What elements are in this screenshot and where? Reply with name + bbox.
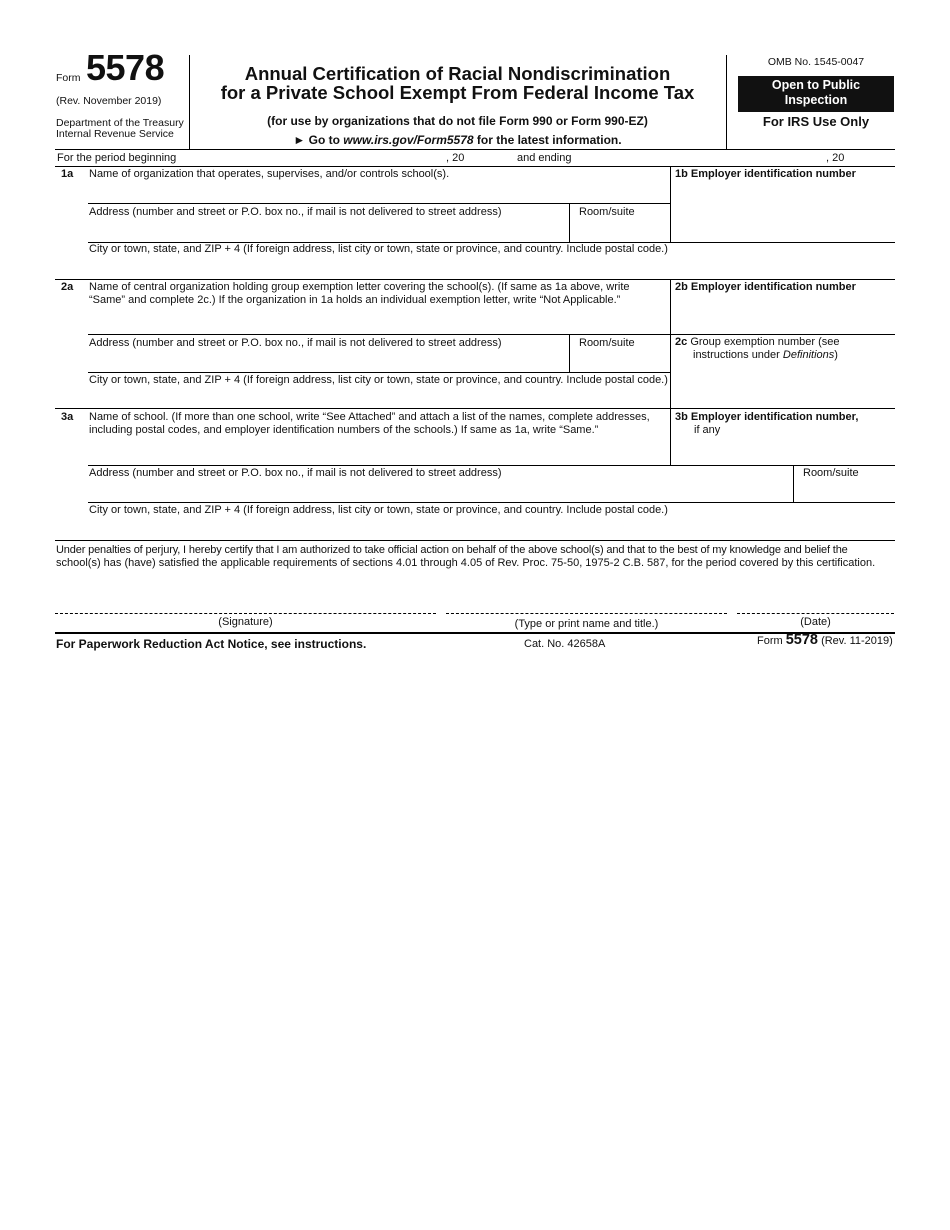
period-rule — [55, 166, 895, 167]
omb-block — [738, 55, 894, 145]
form-number: 5578 — [86, 47, 165, 88]
org-address-field[interactable] — [89, 221, 565, 239]
central-org-city-field[interactable] — [89, 389, 667, 407]
cat-number: Cat. No. 42658A — [524, 638, 606, 650]
section3-address-rule — [88, 465, 895, 466]
form-word: Form — [56, 72, 81, 84]
line-2a-label-2: “Same” and complete 2c.) If the organization in 1a holds an individual exemption letter, write “Not Applicable.” — [89, 294, 621, 306]
printed-name-line — [446, 613, 727, 614]
signature-field[interactable] — [55, 590, 436, 612]
section3-room-divider — [793, 465, 794, 502]
certification-top-rule — [55, 540, 895, 541]
section2-room-divider — [569, 334, 570, 372]
school-name-field[interactable] — [89, 439, 667, 463]
section2-address-rule — [88, 334, 895, 335]
group-exemption-field[interactable] — [675, 364, 893, 404]
public-inspection-badge — [738, 76, 894, 112]
goto-suffix: for the latest information. — [476, 133, 622, 147]
line-2c-text: Group exemption number (see — [690, 336, 840, 348]
department-line: Department of the Treasury — [56, 117, 184, 129]
form-title-line1: Annual Certification of Racial Nondiscrimination — [244, 63, 671, 84]
section1-ein-divider — [670, 166, 671, 242]
line-3a-number: 3a — [61, 411, 74, 423]
section2-address-label: Address (number and street or P.O. box no., if mail is not delivered to street address) — [89, 337, 502, 349]
certification-line-2: school(s) has (have) satisfied the applicable requirements of sections 4.01 through 4.05 of Rev. Proc. 75-50, 1975-2 C.B. 587, for the period covered by this certification. — [56, 557, 876, 569]
public-line1: Open to Public — [771, 78, 861, 92]
printed-name-label: (Type or print name and title.) — [514, 618, 659, 630]
footer-form-number: 5578 — [785, 632, 818, 648]
line-2a-number: 2a — [61, 281, 74, 293]
period-ending-label: and ending — [517, 152, 572, 164]
line-2b-text: Employer identification number — [690, 281, 856, 293]
school-ein-field[interactable] — [675, 439, 893, 463]
footer-form-word: Form — [757, 635, 783, 647]
printed-name-field[interactable] — [446, 590, 727, 612]
section1-room-divider — [569, 203, 570, 242]
line-2c-definitions: Definitions — [782, 349, 835, 361]
title-block — [190, 60, 725, 150]
date-line — [737, 613, 894, 614]
section3-ein-divider — [670, 408, 671, 465]
section3-room-label: Room/suite — [803, 467, 859, 479]
header-divider-right — [726, 55, 727, 149]
line-3b-label-2: if any — [694, 424, 721, 436]
org-name-field[interactable] — [89, 183, 667, 201]
line-3a-label-2: including postal codes, and employer identification numbers of the schools.) If same as 1a, write “Same.” — [89, 424, 599, 436]
section2-top-rule — [55, 279, 895, 280]
school-city-field[interactable] — [89, 519, 889, 537]
section2-city-label: City or town, state, and ZIP + 4 (If foreign address, list city or town, state or province, and country. Include postal code.) — [89, 374, 668, 386]
org-room-field[interactable] — [574, 221, 666, 239]
certification-line-1: Under penalties of perjury, I hereby certify that I am authorized to take official action on behalf of the above school(s) and that to the best of my knowledge and belief the — [56, 544, 848, 556]
section3-top-rule — [55, 408, 895, 409]
paperwork-notice: For Paperwork Reduction Act Notice, see instructions. — [56, 637, 367, 651]
signature-line — [55, 613, 436, 614]
school-room-field[interactable] — [798, 482, 892, 500]
line-2b-label — [675, 281, 856, 294]
form-subtitle: (for use by organizations that do not file Form 990 or Form 990-EZ) — [267, 114, 648, 128]
line-2c-label-2 — [693, 349, 838, 362]
section3-address-label: Address (number and street or P.O. box no., if mail is not delivered to street address) — [89, 467, 502, 479]
period-year-2: , 20 — [826, 152, 845, 164]
form-revision: (Rev. November 2019) — [56, 95, 162, 107]
section3-city-label: City or town, state, and ZIP + 4 (If foreign address, list city or town, state or province, and country. Include postal code.) — [89, 504, 668, 516]
section2-ein-divider — [670, 279, 671, 408]
section1-address-label: Address (number and street or P.O. box no., if mail is not delivered to street address) — [89, 206, 502, 218]
line-3b-text: Employer identification number, — [690, 411, 859, 423]
line-1a-label: Name of organization that operates, supervises, and/or controls school(s). — [89, 168, 450, 180]
central-org-name-field[interactable] — [89, 309, 667, 333]
footer-form-id — [757, 634, 893, 648]
date-label: (Date) — [800, 616, 831, 628]
line-3a-label-1: Name of school. (If more than one school, write “See Attached” and attach a list of the names, complete addresses, — [89, 411, 650, 423]
form-title-line2: for a Private School Exempt From Federal Income Tax — [220, 82, 695, 103]
arrow-right-icon: ► — [293, 133, 306, 147]
signature-label: (Signature) — [218, 616, 273, 628]
line-1b-label — [675, 168, 856, 181]
certification-text — [56, 544, 896, 570]
public-line2: Inspection — [784, 93, 848, 107]
form-id-block — [55, 47, 185, 145]
line-2c-suffix: ) — [834, 349, 838, 361]
period-beginning-field[interactable] — [180, 151, 445, 165]
school-address-field[interactable] — [89, 482, 789, 500]
period-year-1-field[interactable] — [467, 151, 507, 165]
goto-line — [190, 133, 725, 147]
line-2b-number: 2b — [675, 281, 688, 293]
period-beginning-label: For the period beginning — [57, 152, 177, 164]
irs-line: Internal Revenue Service — [56, 128, 174, 140]
line-3b-number: 3b — [675, 411, 688, 423]
org-city-field[interactable] — [89, 258, 889, 276]
section1-room-label: Room/suite — [579, 206, 635, 218]
date-field[interactable] — [737, 590, 894, 612]
goto-prefix: Go to — [308, 133, 340, 147]
section3-city-rule — [88, 502, 895, 503]
central-org-address-field[interactable] — [89, 352, 565, 370]
footer-form-rev: (Rev. 11-2019) — [821, 635, 893, 647]
period-year-1: , 20 — [446, 152, 465, 164]
line-1b-text: Employer identification number — [690, 168, 856, 180]
omb-number: OMB No. 1545-0047 — [767, 56, 865, 68]
central-org-ein-field[interactable] — [675, 296, 893, 332]
line-2c-prefix: instructions under — [693, 349, 780, 361]
irs-use-only: For IRS Use Only — [762, 114, 870, 129]
section1-address-rule — [88, 203, 670, 204]
line-2c-number: 2c — [675, 336, 688, 348]
line-2c-label-1 — [675, 336, 840, 349]
section2-room-label: Room/suite — [579, 337, 635, 349]
line-1b-number: 1b — [675, 168, 688, 180]
line-2a-label-1: Name of central organization holding group exemption letter covering the school(s). (If same as 1a above, write — [89, 281, 630, 293]
line-1a-number: 1a — [61, 168, 74, 180]
section2-city-rule — [88, 372, 670, 373]
period-ending-field[interactable] — [576, 151, 822, 165]
header-bottom-rule — [55, 149, 895, 150]
line-3b-label-1 — [675, 411, 858, 424]
section1-city-label: City or town, state, and ZIP + 4 (If foreign address, list city or town, state or province, and country. Include postal code.) — [89, 243, 668, 255]
org-ein-field[interactable] — [675, 183, 893, 238]
goto-url-link[interactable]: www.irs.gov/Form5578 — [343, 133, 474, 147]
central-org-room-field[interactable] — [574, 352, 666, 370]
